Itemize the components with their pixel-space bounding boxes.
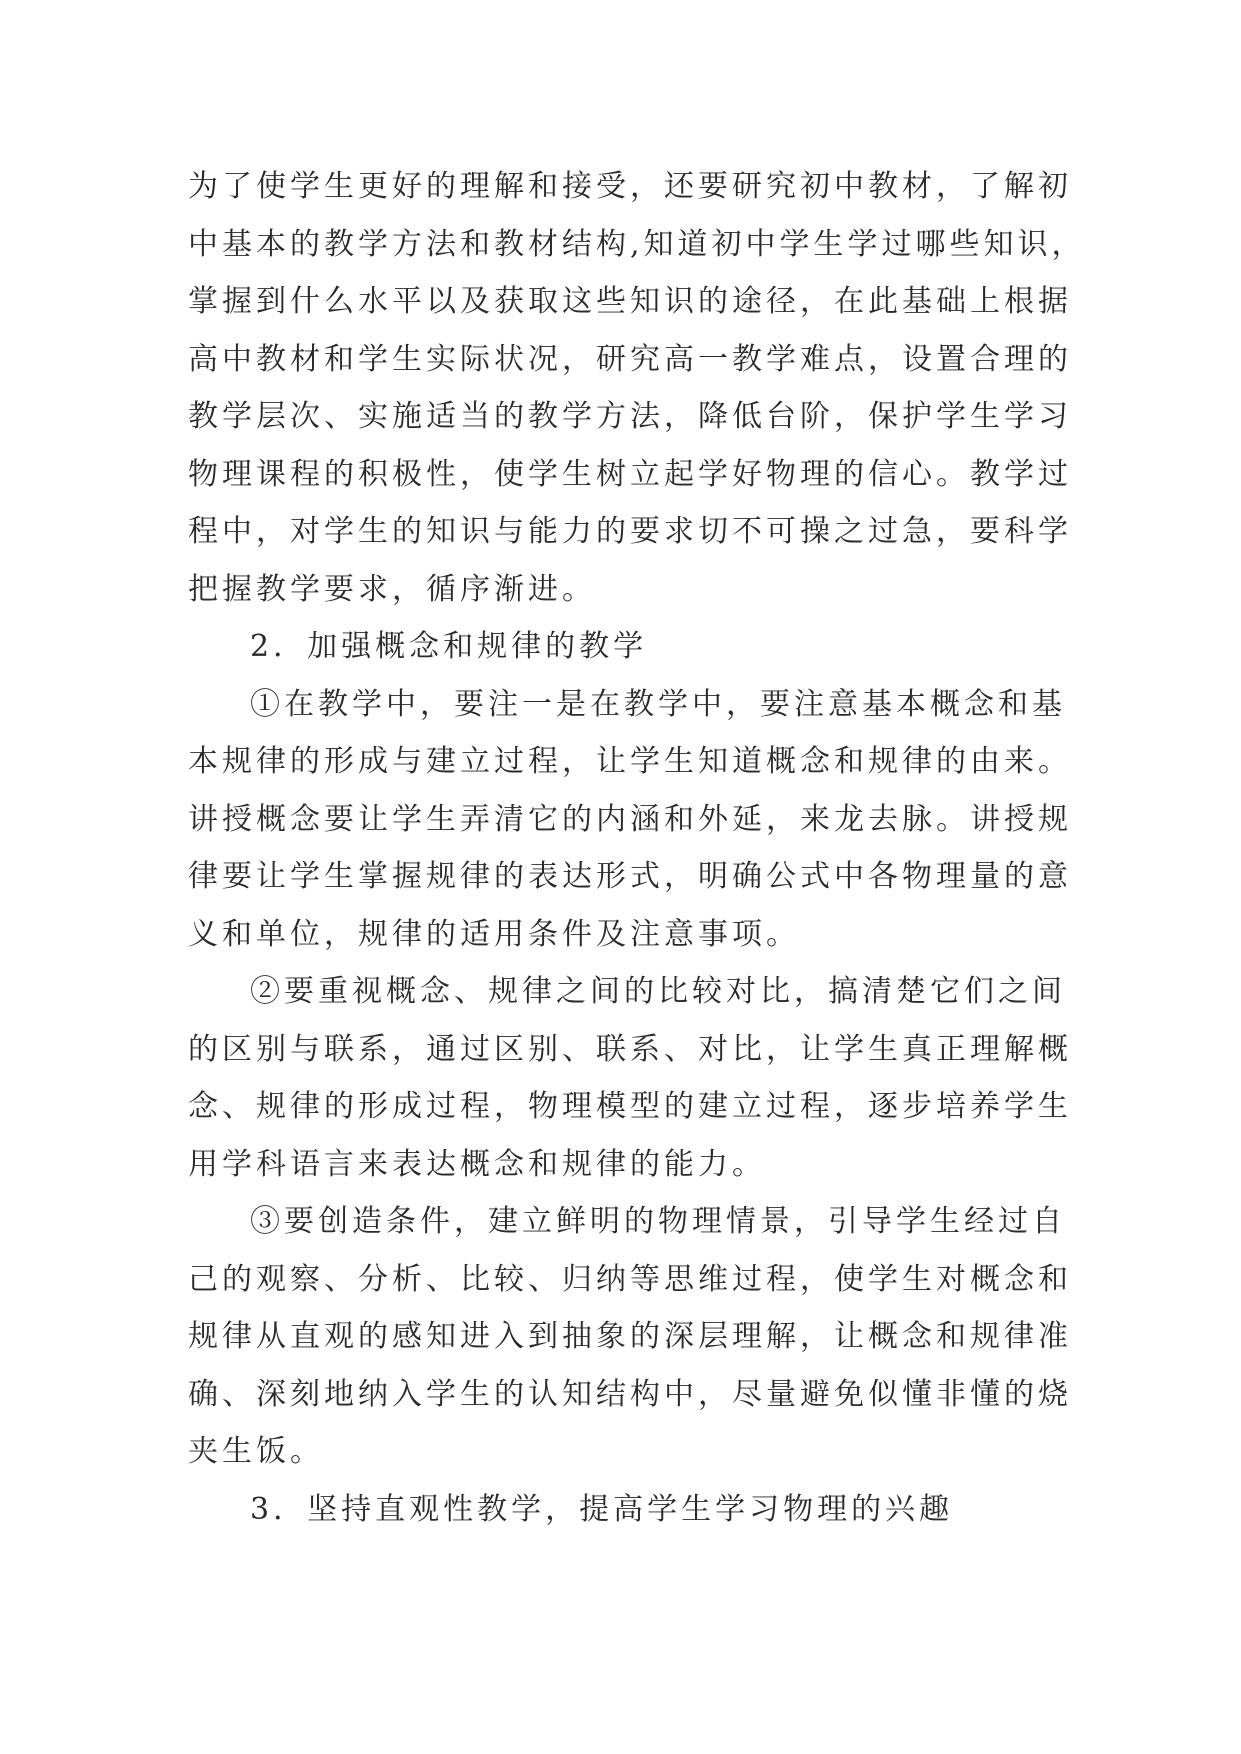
- text-line: 程中，对学生的知识与能力的要求切不可操之过急，要科学: [188, 514, 1072, 549]
- text-line: 本规律的形成与建立过程，让学生知道概念和规律的由来。: [188, 744, 1072, 779]
- text-line: ①在教学中，要注一是在教学中，要注意基本概念和基: [250, 686, 1066, 722]
- body-text: [188, 158, 1086, 1538]
- section-heading: 3．坚持直观性教学，提高学生学习物理的兴趣: [250, 1491, 954, 1527]
- text-line: 掌握到什么水平以及获取这些知识的途径，在此基础上根据: [188, 284, 1072, 319]
- text-line: 的区别与联系，通过区别、联系、对比，让学生真正理解概: [188, 1031, 1072, 1067]
- text-line: 高中教材和学生实际状况，研究高一教学难点，设置合理的: [188, 341, 1072, 377]
- text-line: 中基本的教学方法和教材结构,知道初中学生学过哪些知识，: [188, 226, 1086, 262]
- text-line: 己的观察、分析、比较、归纳等思维过程，使学生对概念和: [188, 1261, 1072, 1297]
- text-line: ②要重视概念、规律之间的比较对比，搞清楚它们之间: [250, 974, 1066, 1009]
- text-line: ③要创造条件，建立鲜明的物理情景，引导学生经过自: [250, 1204, 1066, 1239]
- text-line: 义和单位，规律的适用条件及注意事项。: [188, 916, 800, 952]
- section-heading: 2．加强概念和规律的教学: [250, 629, 648, 664]
- text-line: 用学科语言来表达概念和规律的能力。: [188, 1146, 766, 1182]
- text-line: 为了使学生更好的理解和接受，还要研究初中教材，了解初: [188, 169, 1072, 204]
- text-line: 律要让学生掌握规律的表达形式，明确公式中各物理量的意: [188, 859, 1072, 894]
- text-line: 物理课程的积极性，使学生树立起学好物理的信心。教学过: [188, 456, 1072, 492]
- text-line: 规律从直观的感知进入到抽象的深层理解，让概念和规律准: [188, 1319, 1072, 1354]
- text-line: 念、规律的形成过程，物理模型的建立过程，逐步培养学生: [188, 1089, 1072, 1124]
- text-line: 讲授概念要让学生弄清它的内涵和外延，来龙去脉。讲授规: [188, 801, 1072, 837]
- text-line: 夹生饭。: [188, 1434, 324, 1469]
- text-line: 教学层次、实施适当的教学方法，降低台阶，保护学生学习: [188, 399, 1072, 434]
- text-line: 确、深刻地纳入学生的认知结构中，尽量避免似懂非懂的烧: [188, 1376, 1072, 1412]
- text-line: 把握教学要求，循序渐进。: [188, 571, 596, 607]
